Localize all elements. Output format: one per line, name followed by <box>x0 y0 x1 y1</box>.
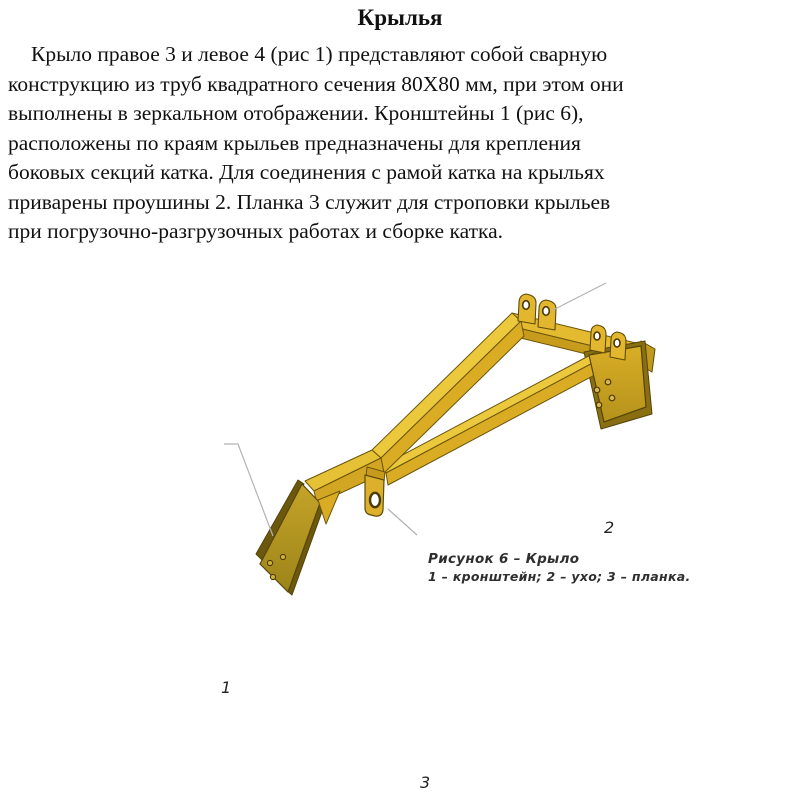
sling-hole <box>370 493 380 507</box>
sling-plate <box>365 467 385 516</box>
callout-3: 3 <box>420 773 431 792</box>
paragraph-line: боковых секций катка. Для соединения с рамой катка на крыльях <box>8 160 605 184</box>
paragraph-line: выполнены в зеркальном отображении. Кронштейны 1 (рис 6), <box>8 101 584 125</box>
paragraph-line: расположены по краям крыльев предназначены для крепления <box>8 130 581 155</box>
callout-line-3 <box>388 509 417 535</box>
paragraph-line: конструкцию из труб квадратного сечения 80X80 мм, при этом они <box>8 71 624 96</box>
callout-2: 2 <box>604 518 615 537</box>
paragraph-line: приварены проушины 2. Планка 3 служит для строповки крыльев <box>8 189 611 214</box>
callout-line-1 <box>224 444 273 536</box>
page-title: Крылья <box>357 5 443 30</box>
figure-caption-title: Рисунок 6 – Крыло <box>428 551 580 567</box>
wing-figure <box>0 255 800 792</box>
paragraph-line: Крыло правое 3 и левое 4 (рис 1) представляют собой сварную <box>31 42 608 66</box>
paragraph-line: при погрузочно-разгрузочных работах и сборке катка. <box>8 219 504 243</box>
figure-caption-legend: 1 – кронштейн; 2 – ухо; 3 – планка. <box>428 569 691 584</box>
callout-line-2 <box>553 283 606 310</box>
left-bracket <box>256 480 340 595</box>
callout-1: 1 <box>221 678 232 697</box>
wing-illustration <box>0 255 800 600</box>
body-text <box>8 40 768 247</box>
